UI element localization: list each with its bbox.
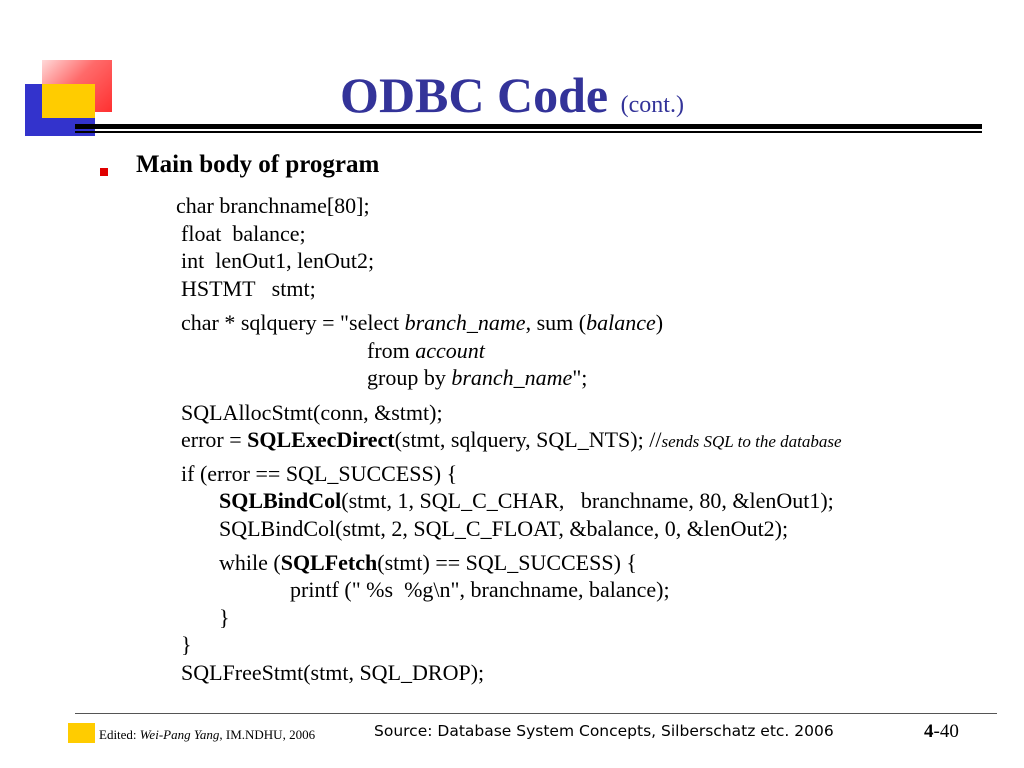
footer-divider: [75, 713, 997, 714]
code-italic: branch_name: [404, 310, 526, 335]
page-number-rest: -40: [933, 721, 959, 742]
page-number: [924, 720, 959, 744]
code-text: ): [655, 310, 664, 335]
code-text: (stmt, sqlquery, SQL_NTS); //: [394, 427, 662, 452]
footer-edited-rest: , IM.NDHU, 2006: [219, 727, 316, 742]
code-line-4: HSTMT stmt;: [181, 276, 316, 301]
code-text: error =: [181, 427, 248, 452]
code-line-5: [181, 310, 663, 336]
code-line-1: char branchname[80];: [176, 193, 370, 218]
bullet-marker: [100, 168, 108, 176]
code-bold: SQLBindCol: [219, 488, 342, 513]
code-line-8: SQLAllocStmt(conn, &stmt);: [181, 400, 443, 425]
footer-logo-box: [68, 723, 95, 743]
bullet-heading: Main body of program: [136, 151, 380, 178]
footer-edited: [99, 727, 315, 743]
page-number-main: 4: [924, 721, 934, 742]
code-italic: balance: [586, 310, 656, 335]
code-line-11: [219, 488, 834, 514]
title-rule-thin: [75, 131, 982, 133]
title-main: ODBC Code: [340, 67, 609, 123]
code-line-3: int lenOut1, lenOut2;: [181, 248, 375, 273]
title-suffix: (cont.): [620, 92, 684, 118]
code-comment: sends SQL to the database: [661, 432, 842, 451]
code-italic: account: [415, 338, 485, 363]
footer-edited-name: Wei-Pang Yang: [139, 727, 220, 742]
code-line-12: SQLBindCol(stmt, 2, SQL_C_FLOAT, &balance, 0, &lenOut2);: [219, 516, 789, 541]
code-line-17: SQLFreeStmt(stmt, SQL_DROP);: [181, 660, 485, 685]
code-text: while (: [219, 550, 281, 575]
footer-source: Source: Database System Concepts, Silberschatz etc. 2006: [374, 722, 834, 740]
code-text: (stmt) == SQL_SUCCESS) {: [377, 550, 637, 575]
code-text: from: [367, 338, 416, 363]
code-line-2: float balance;: [181, 221, 306, 246]
code-line-9: [181, 427, 842, 455]
code-italic: branch_name: [451, 365, 573, 390]
title-rule-thick: [75, 124, 982, 129]
code-bold: SQLFetch: [280, 550, 378, 575]
code-text: (stmt, 1, SQL_C_CHAR, branchname, 80, &lenOut1);: [341, 488, 834, 513]
code-bold: SQLExecDirect: [247, 427, 395, 452]
code-text: , sum (: [525, 310, 587, 335]
code-text: ";: [572, 365, 588, 390]
code-line-16: }: [181, 632, 192, 657]
code-line-13: [219, 550, 637, 576]
code-line-10: if (error == SQL_SUCCESS) {: [181, 461, 458, 486]
code-text: char * sqlquery = "select: [181, 310, 405, 335]
code-line-15: }: [219, 605, 230, 630]
code-line-6: [367, 338, 485, 364]
footer-edited-label: Edited:: [99, 727, 140, 742]
code-text: group by: [367, 365, 452, 390]
code-line-7: [367, 365, 587, 391]
code-line-14: printf (" %s %g\n", branchname, balance);: [290, 577, 670, 602]
